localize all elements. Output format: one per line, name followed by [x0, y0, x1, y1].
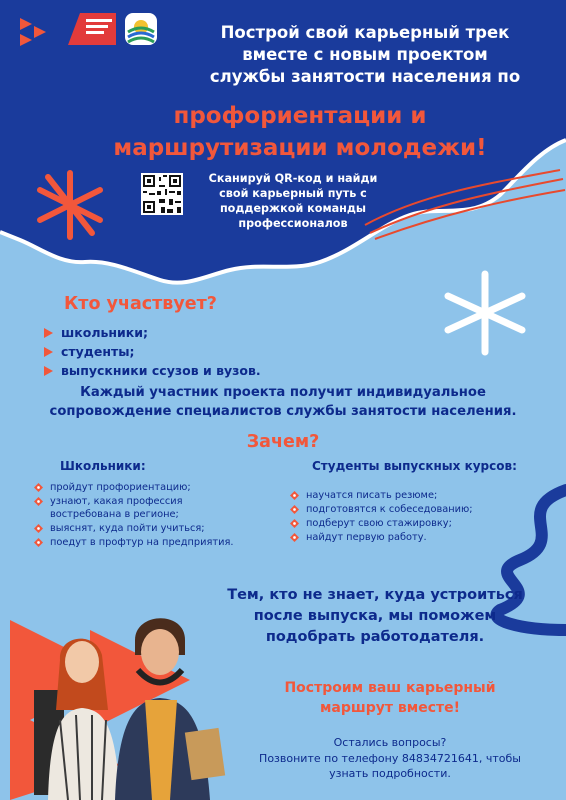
- headline-line: вместе с новым проектом: [242, 45, 488, 64]
- arrows-logo: [16, 16, 48, 48]
- list-item: поедут в профтур на предприятия.: [34, 536, 244, 549]
- participants-title: Кто участвует?: [64, 294, 217, 314]
- orange-star-decoration: [30, 165, 110, 245]
- students-title: Студенты выпускных курсов:: [312, 459, 517, 473]
- list-item: выяснят, куда пойти учиться;: [34, 522, 244, 535]
- diamond-bullet-icon: [290, 491, 299, 500]
- qr-text-line: поддержкой команды: [219, 202, 367, 215]
- list-item: найдут первую работу.: [290, 531, 540, 544]
- list-item: студенты;: [44, 342, 261, 361]
- headline-line: службы занятости населения по: [209, 67, 521, 86]
- list-item: научатся писать резюме;: [290, 489, 540, 502]
- why-title: Зачем?: [246, 432, 320, 452]
- national-projects-logo: [68, 13, 116, 45]
- list-item: выпускники ссузов и вузов.: [44, 361, 261, 380]
- diamond-bullet-icon: [34, 538, 43, 547]
- list-item: подберут свою стажировку;: [290, 517, 540, 530]
- list-item: подготовятся к собеседованию;: [290, 503, 540, 516]
- employer-text: Тем, кто не знает, куда устроиться после выпуска, мы поможем подобрать работодателя.: [227, 587, 523, 645]
- diamond-bullet-icon: [34, 524, 43, 533]
- qr-text-line: свой карьерный путь с: [219, 187, 367, 200]
- diamond-bullet-icon: [290, 505, 299, 514]
- qr-code[interactable]: [141, 173, 183, 215]
- headline-line: Построй свой карьерный трек: [220, 23, 510, 42]
- triangle-bullet-icon: [44, 366, 53, 376]
- headline: [180, 22, 550, 88]
- students-photo: [20, 600, 270, 800]
- title-line: профориентации и: [173, 103, 427, 129]
- diamond-bullet-icon: [34, 497, 43, 506]
- list-item: узнают, какая профессия востребована в регионе;: [34, 495, 244, 521]
- contact-info: Остались вопросы? Позвоните по телефону 84834721641, чтобы узнать подробности.: [259, 736, 521, 780]
- participants-list: [44, 323, 261, 380]
- qr-text-line: профессионалов: [238, 217, 348, 230]
- title-line: маршрутизации молодежи!: [113, 135, 487, 161]
- support-text: Каждый участник проекта получит индивидуальное сопровождение специалистов службы занятости населения.: [49, 385, 517, 419]
- white-star-decoration: [440, 268, 530, 358]
- diamond-bullet-icon: [290, 533, 299, 542]
- schoolchildren-list: [34, 481, 244, 550]
- list-item: пройдут профориентацию;: [34, 481, 244, 494]
- schoolchildren-title: Школьники:: [60, 459, 146, 473]
- project-title: [70, 100, 530, 164]
- list-item: школьники;: [44, 323, 261, 342]
- triangle-bullet-icon: [44, 347, 53, 357]
- triangle-bullet-icon: [44, 328, 53, 338]
- diamond-bullet-icon: [290, 519, 299, 528]
- employment-service-logo: [124, 12, 158, 46]
- orange-scribble-decoration: [360, 165, 566, 245]
- diamond-bullet-icon: [34, 483, 43, 492]
- qr-text-line: Сканируй QR-код и найди: [208, 172, 378, 185]
- call-to-action: Построим ваш карьерный маршрут вместе!: [284, 680, 496, 716]
